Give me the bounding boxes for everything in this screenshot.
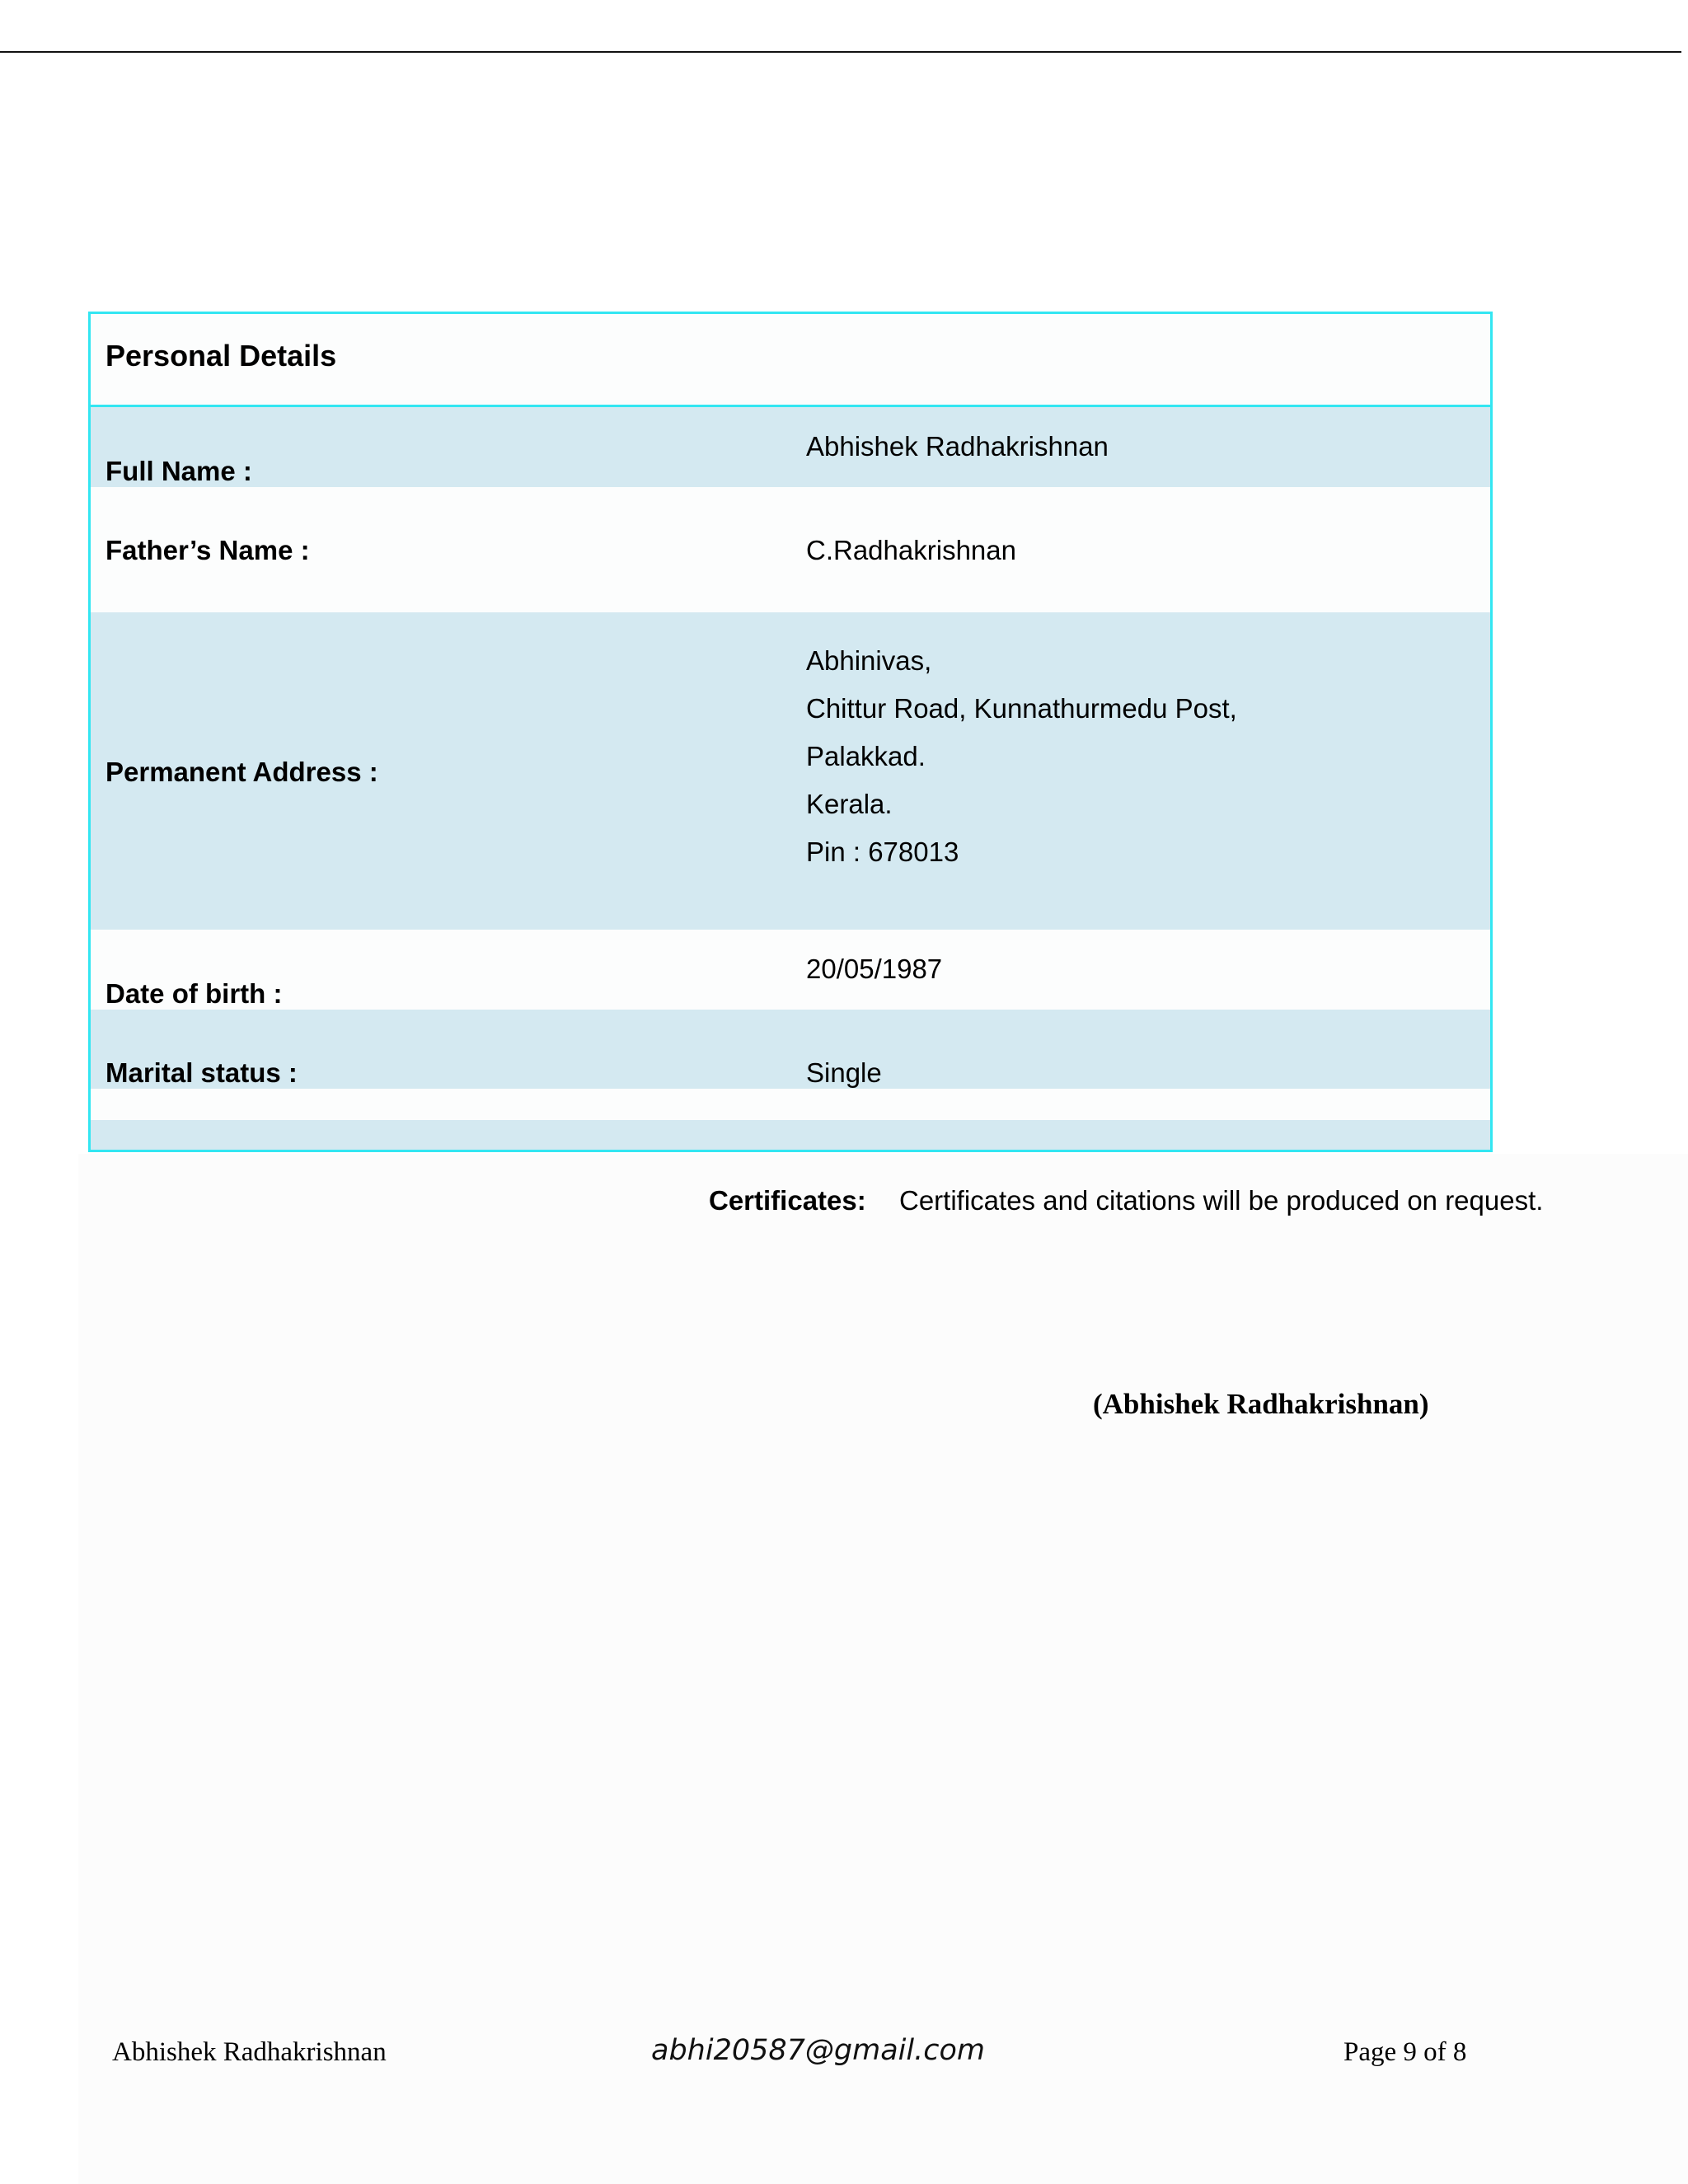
row-marital-status bbox=[91, 1010, 1490, 1089]
marital-status-label: Marital status : bbox=[106, 1057, 298, 1088]
fathers-name-value: C.Radhakrishnan bbox=[806, 535, 1016, 565]
full-name-label: Full Name : bbox=[106, 456, 252, 486]
header-rule bbox=[0, 51, 1681, 53]
permanent-address-label: Permanent Address : bbox=[106, 757, 378, 787]
marital-status-value: Single bbox=[806, 1057, 882, 1088]
full-name-value: Abhishek Radhakrishnan bbox=[806, 431, 1109, 462]
date-of-birth-value: 20/05/1987 bbox=[806, 954, 943, 984]
fathers-name-label: Father’s Name : bbox=[106, 535, 310, 565]
address-line: Palakkad. bbox=[806, 741, 926, 771]
row-spacer bbox=[91, 1089, 1490, 1120]
row-full-name bbox=[91, 407, 1490, 487]
personal-details-table bbox=[88, 312, 1493, 1152]
footer-page-number: Page 9 of 8 bbox=[1343, 2037, 1467, 2067]
signature-name: (Abhishek Radhakrishnan) bbox=[1093, 1388, 1429, 1420]
certificates-label: Certificates: bbox=[709, 1185, 866, 1216]
address-line: Abhinivas, bbox=[806, 645, 932, 676]
row-date-of-birth bbox=[91, 930, 1490, 1010]
row-spacer bbox=[91, 1120, 1490, 1150]
page-background bbox=[78, 1154, 1688, 2184]
section-title: Personal Details bbox=[106, 339, 337, 373]
address-line: Chittur Road, Kunnathurmedu Post, bbox=[806, 693, 1237, 724]
address-line: Pin : 678013 bbox=[806, 837, 959, 867]
certificates-text: Certificates and citations will be produced on request. bbox=[899, 1185, 1544, 1216]
date-of-birth-label: Date of birth : bbox=[106, 978, 283, 1009]
permanent-address-value bbox=[806, 637, 1237, 876]
footer-email: abhi20587@gmail.com bbox=[651, 2034, 985, 2067]
address-line: Kerala. bbox=[806, 789, 893, 819]
footer-name: Abhishek Radhakrishnan bbox=[112, 2037, 387, 2067]
